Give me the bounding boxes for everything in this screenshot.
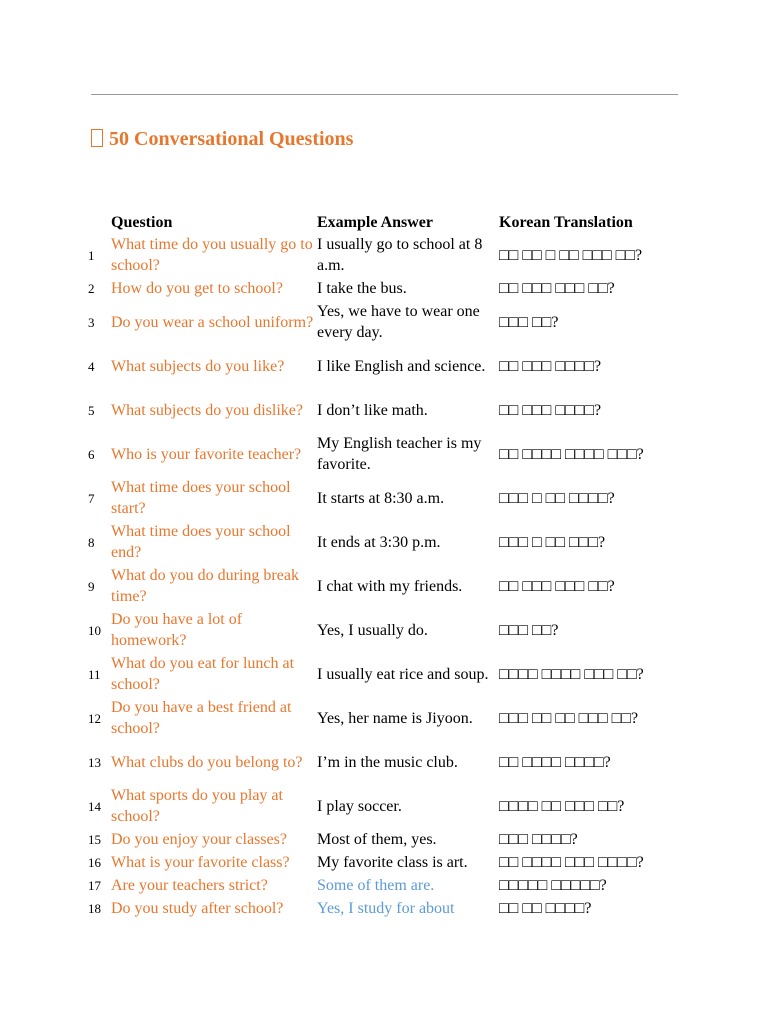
korean-cell: □□□ □□□□? xyxy=(499,831,578,848)
answer-cell: I usually go to school at 8 a.m. xyxy=(317,236,483,274)
table-row xyxy=(88,344,679,388)
question-cell: What do you do during break time? xyxy=(111,567,299,605)
table-row xyxy=(88,432,679,476)
table-row xyxy=(88,851,679,874)
header-korean: Korean Translation xyxy=(499,214,633,231)
question-cell: Do you study after school? xyxy=(111,900,284,917)
row-number: 2 xyxy=(88,281,95,296)
korean-cell: □□ □□□□ □□□□ □□□? xyxy=(499,445,644,463)
row-number: 18 xyxy=(88,901,101,916)
row-number: 15 xyxy=(88,832,101,847)
question-cell: Who is your favorite teacher? xyxy=(111,445,302,463)
question-cell: What time does your school start? xyxy=(111,479,291,517)
korean-cell: □□ □□ □ □□ □□□ □□? xyxy=(499,246,643,264)
table-row xyxy=(88,740,679,784)
korean-cell: □□□ □□ □□ □□□ □□? xyxy=(499,709,639,727)
table-row xyxy=(88,233,679,277)
question-cell: Do you have a best friend at school? xyxy=(111,699,292,737)
korean-cell: □□ □□□ □□□□? xyxy=(499,401,602,419)
korean-cell: □□ □□□□ □□□ □□□□? xyxy=(499,854,644,871)
answer-cell: I usually eat rice and soup. xyxy=(317,665,489,683)
question-cell: What time does your school end? xyxy=(111,523,291,561)
korean-cell: □□□□ □□ □□□ □□? xyxy=(499,797,625,815)
table-row xyxy=(88,564,679,608)
answer-cell: Yes, we have to wear one every day. xyxy=(317,303,480,341)
questions-table xyxy=(88,209,679,920)
answer-cell: I take the bus. xyxy=(317,280,407,297)
korean-cell: □□ □□□□ □□□□? xyxy=(499,753,611,771)
answer-cell: I play soccer. xyxy=(317,797,402,815)
row-number: 9 xyxy=(88,578,95,594)
table-row xyxy=(88,784,679,828)
answer-cell: Yes, I usually do. xyxy=(317,621,428,639)
header-question: Question xyxy=(111,214,173,231)
answer-cell: I chat with my friends. xyxy=(317,577,463,595)
answer-cell: It starts at 8:30 a.m. xyxy=(317,489,445,507)
row-number: 4 xyxy=(88,358,95,374)
row-number: 7 xyxy=(88,490,95,506)
korean-cell: □□□ □□? xyxy=(499,313,559,331)
table-row xyxy=(88,828,679,851)
row-number: 1 xyxy=(88,247,95,263)
question-cell: Do you have a lot of homework? xyxy=(111,611,243,649)
answer-cell: It ends at 3:30 p.m. xyxy=(317,533,441,551)
korean-cell: □□ □□□ □□□ □□? xyxy=(499,280,615,297)
answer-cell: I’m in the music club. xyxy=(317,753,458,771)
row-number: 13 xyxy=(88,754,101,770)
question-cell: What subjects do you dislike? xyxy=(111,401,303,419)
table-row xyxy=(88,388,679,432)
question-cell: Do you wear a school uniform? xyxy=(111,313,314,331)
answer-cell: Most of them, yes. xyxy=(317,831,437,848)
korean-cell: □□ □□ □□□□? xyxy=(499,900,592,917)
korean-cell: □□□□□ □□□□□? xyxy=(499,877,607,894)
header-number xyxy=(88,209,111,233)
row-number: 12 xyxy=(88,710,101,726)
table-row xyxy=(88,874,679,897)
answer-cell: I don’t like math. xyxy=(317,401,428,419)
question-cell: What time do you usually go to school? xyxy=(111,236,313,274)
table-row xyxy=(88,277,679,300)
row-number: 8 xyxy=(88,534,95,550)
table-row xyxy=(88,696,679,740)
korean-cell: □□ □□□ □□□□? xyxy=(499,357,602,375)
row-number: 6 xyxy=(88,446,95,462)
question-cell: Do you enjoy your classes? xyxy=(111,831,287,848)
answer-cell: Some of them are. xyxy=(317,877,435,894)
page-title-text: 50 Conversational Questions xyxy=(109,128,354,150)
korean-cell: □□□ □□? xyxy=(499,621,559,639)
korean-cell: □□□ □ □□ □□□? xyxy=(499,533,606,551)
answer-cell: My English teacher is my favorite. xyxy=(317,435,482,473)
header-answer: Example Answer xyxy=(317,214,433,231)
table-row xyxy=(88,476,679,520)
table-row xyxy=(88,897,679,920)
page-title xyxy=(91,128,353,151)
row-number: 16 xyxy=(88,855,101,870)
table-row xyxy=(88,652,679,696)
question-cell: How do you get to school? xyxy=(111,280,283,297)
answer-cell: Yes, her name is Jiyoon. xyxy=(317,709,473,727)
row-number: 17 xyxy=(88,878,101,893)
row-number: 3 xyxy=(88,314,95,330)
korean-cell: □□ □□□ □□□ □□? xyxy=(499,577,615,595)
row-number: 14 xyxy=(88,798,101,814)
question-cell: What is your favorite class? xyxy=(111,854,290,871)
row-number: 5 xyxy=(88,402,95,418)
row-number: 10 xyxy=(88,622,101,638)
question-cell: What subjects do you like? xyxy=(111,357,285,375)
question-cell: What sports do you play at school? xyxy=(111,787,283,825)
answer-cell: I like English and science. xyxy=(317,357,486,375)
table-row xyxy=(88,300,679,344)
answer-cell: My favorite class is art. xyxy=(317,854,468,871)
question-cell: Are your teachers strict? xyxy=(111,877,268,894)
table-row xyxy=(88,608,679,652)
korean-cell: □□□ □ □□ □□□□? xyxy=(499,489,615,507)
korean-cell: □□□□ □□□□ □□□ □□? xyxy=(499,665,644,683)
table-row xyxy=(88,520,679,564)
missing-glyph-box-icon xyxy=(91,129,103,147)
question-cell: What do you eat for lunch at school? xyxy=(111,655,295,693)
answer-cell: Yes, I study for about xyxy=(317,900,455,917)
question-cell: What clubs do you belong to? xyxy=(111,753,303,771)
horizontal-rule xyxy=(91,94,678,95)
row-number: 11 xyxy=(88,666,101,682)
table-header-row xyxy=(88,209,679,233)
